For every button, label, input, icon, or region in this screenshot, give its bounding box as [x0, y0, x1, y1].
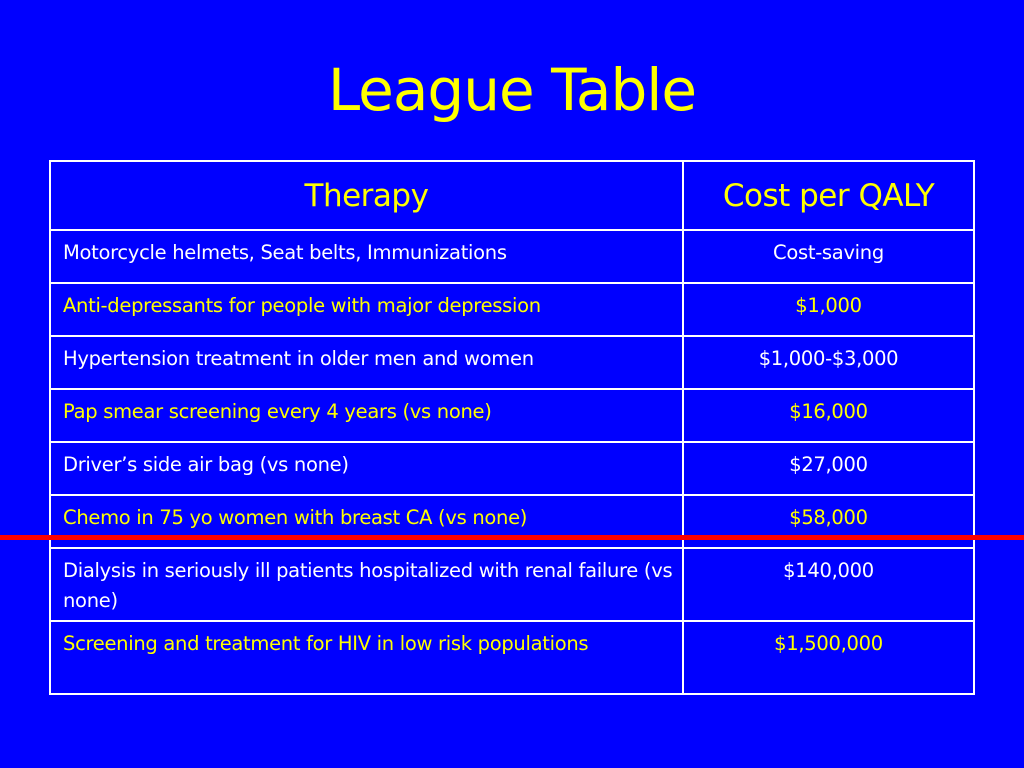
- table-row: [50, 389, 974, 442]
- table-row: [50, 621, 974, 694]
- table-header-row: [50, 161, 974, 230]
- therapy-cell: Dialysis in seriously ill patients hospitalized with renal failure (vs none): [50, 548, 683, 621]
- cost-cell: $140,000: [683, 548, 974, 621]
- table-row: [50, 495, 974, 548]
- table-row: [50, 283, 974, 336]
- therapy-cell: Screening and treatment for HIV in low risk populations: [50, 621, 683, 694]
- therapy-cell: Motorcycle helmets, Seat belts, Immunizations: [50, 230, 683, 283]
- table-row: [50, 442, 974, 495]
- therapy-cell: Chemo in 75 yo women with breast CA (vs none): [50, 495, 683, 548]
- cost-cell: $58,000: [683, 495, 974, 548]
- therapy-cell: Anti-depressants for people with major depression: [50, 283, 683, 336]
- table-row: [50, 230, 974, 283]
- cost-cell: $27,000: [683, 442, 974, 495]
- cost-cell: $1,000-$3,000: [683, 336, 974, 389]
- header-therapy: Therapy: [50, 161, 683, 230]
- league-table: [49, 160, 975, 695]
- table-row: [50, 548, 974, 621]
- cost-cell: $16,000: [683, 389, 974, 442]
- cost-cell: $1,000: [683, 283, 974, 336]
- therapy-cell: Driver’s side air bag (vs none): [50, 442, 683, 495]
- therapy-cell: Pap smear screening every 4 years (vs none): [50, 389, 683, 442]
- slide-title: League Table: [327, 56, 697, 124]
- cost-cell: Cost-saving: [683, 230, 974, 283]
- table-row: [50, 336, 974, 389]
- header-cost-per-qaly: Cost per QALY: [683, 161, 974, 230]
- therapy-cell: Hypertension treatment in older men and women: [50, 336, 683, 389]
- threshold-line: [0, 535, 1024, 540]
- cost-cell: $1,500,000: [683, 621, 974, 694]
